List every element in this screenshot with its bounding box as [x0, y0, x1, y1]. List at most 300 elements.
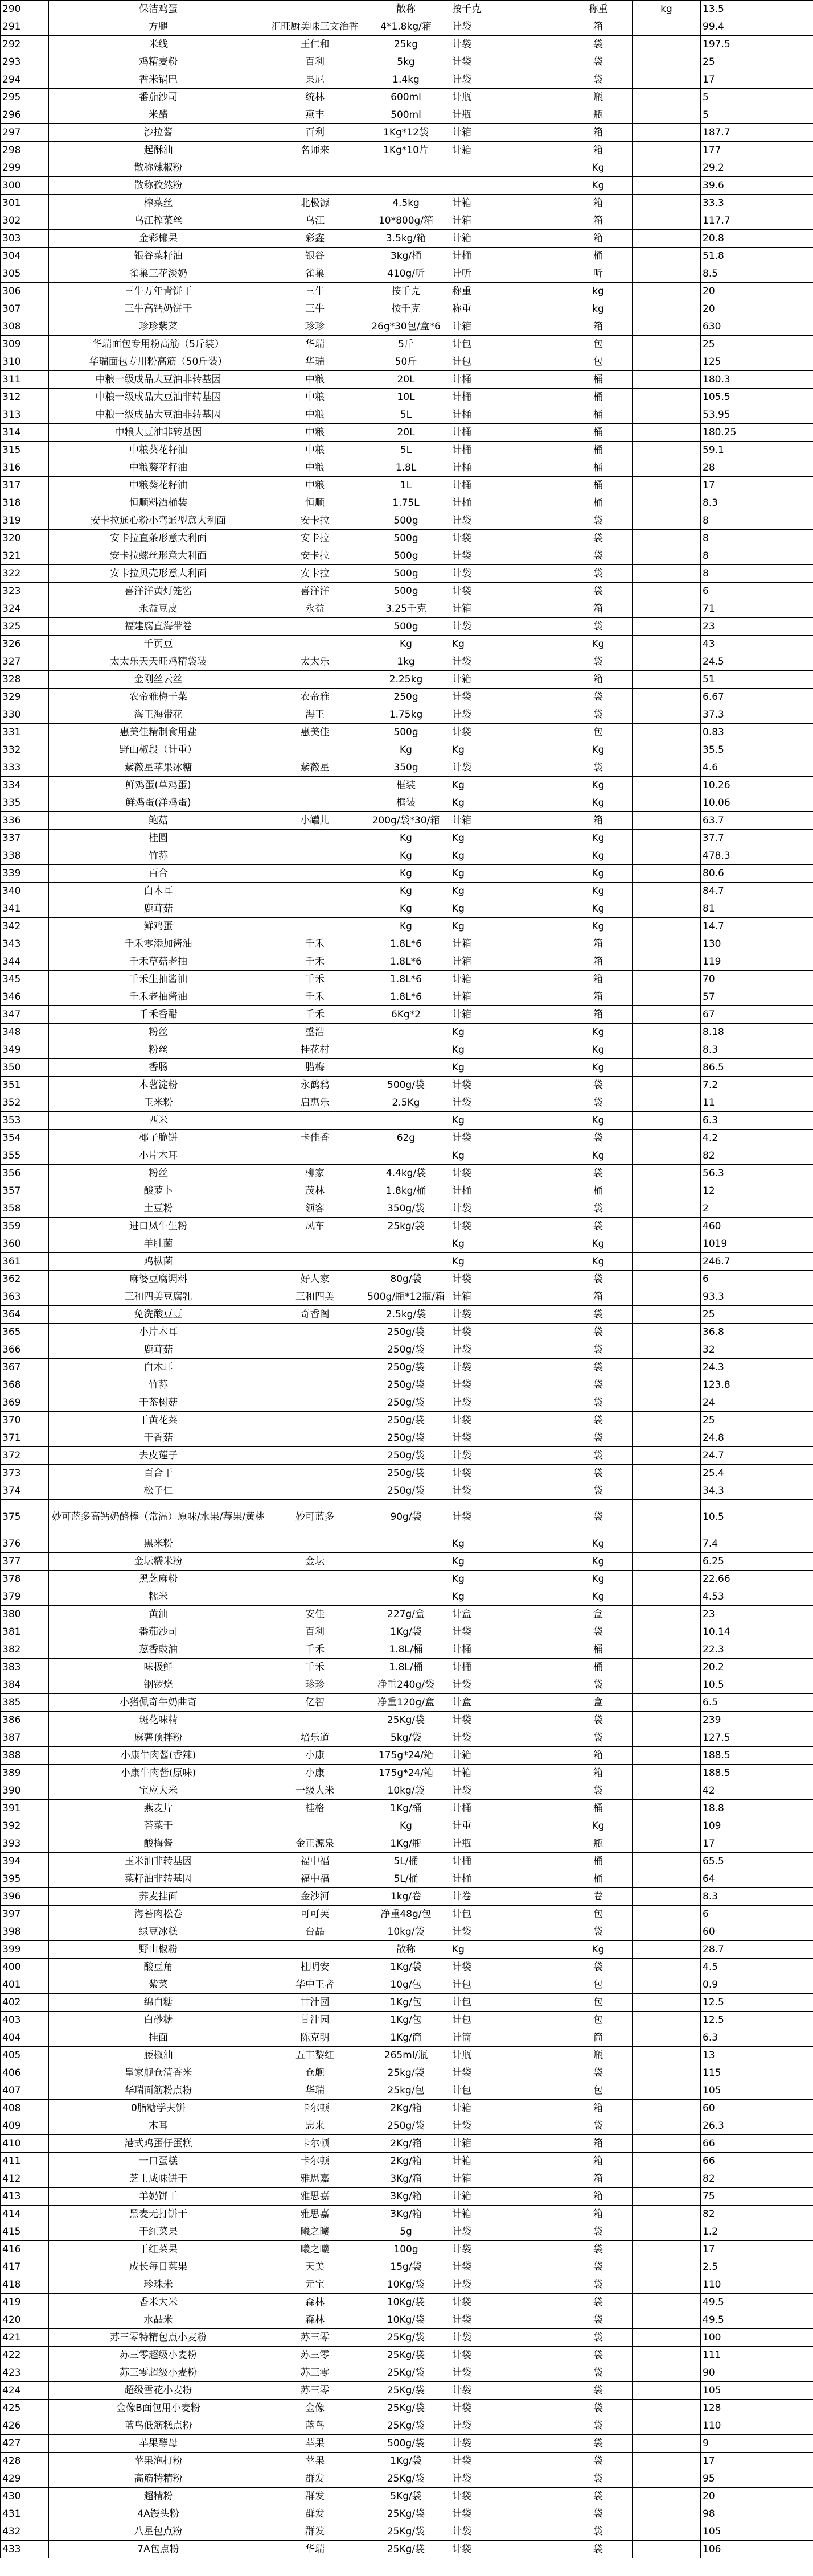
- brand-cell: 中粮: [268, 442, 362, 459]
- pricing-method-cell: Kg: [450, 794, 564, 812]
- spec-cell: 净重120g/盒: [362, 1694, 450, 1712]
- brand-cell: [268, 1341, 362, 1359]
- row-number-cell: 367: [1, 1359, 49, 1376]
- pricing-method-cell: 计包: [450, 353, 564, 371]
- unit-alt-cell: [633, 195, 701, 212]
- pricing-method-cell: 计袋: [450, 1376, 564, 1394]
- spec-cell: 62g: [362, 1130, 450, 1147]
- product-name-cell: 西米: [49, 1112, 268, 1130]
- table-row: [1, 2294, 813, 2311]
- unit-alt-cell: [633, 1271, 701, 1288]
- unit-alt-cell: [633, 2364, 701, 2382]
- product-name-cell: 小片木耳: [49, 1324, 268, 1341]
- product-name-cell: 苏三零超级小麦粉: [49, 2347, 268, 2364]
- price-cell: 8.18: [701, 1024, 813, 1041]
- product-name-cell: 酸萝卜: [49, 1182, 268, 1200]
- brand-cell: [268, 830, 362, 847]
- row-number-cell: 371: [1, 1429, 49, 1447]
- unit-cell: 箱: [564, 318, 633, 336]
- spec-cell: 5L: [362, 442, 450, 459]
- table-row: [1, 71, 813, 89]
- row-number-cell: 321: [1, 547, 49, 565]
- product-name-cell: 桂圆: [49, 830, 268, 847]
- unit-cell: 箱: [564, 812, 633, 830]
- unit-alt-cell: [633, 1182, 701, 1200]
- product-name-cell: 7A包点粉: [49, 2541, 268, 2558]
- unit-cell: Kg: [564, 741, 633, 759]
- unit-alt-cell: [633, 1800, 701, 1817]
- price-cell: 8.3: [701, 1888, 813, 1906]
- spec-cell: 50斤: [362, 353, 450, 371]
- unit-cell: 包: [564, 2082, 633, 2100]
- table-row: [1, 1341, 813, 1359]
- brand-cell: 中粮: [268, 459, 362, 477]
- price-cell: 10.5: [701, 1500, 813, 1535]
- spec-cell: 1.8L/桶: [362, 1641, 450, 1659]
- spec-cell: 按千克: [362, 283, 450, 300]
- brand-cell: 雅思嘉: [268, 2188, 362, 2206]
- row-number-cell: 419: [1, 2294, 49, 2311]
- pricing-method-cell: 计箱: [450, 142, 564, 159]
- product-name-cell: 鲜鸡蛋(草鸡蛋): [49, 777, 268, 794]
- brand-cell: 华瑞: [268, 2541, 362, 2558]
- unit-cell: 包: [564, 1906, 633, 1923]
- price-cell: 64: [701, 1870, 813, 1888]
- unit-cell: 桶: [564, 1870, 633, 1888]
- price-cell: 6: [701, 1906, 813, 1923]
- unit-cell: Kg: [564, 1941, 633, 1959]
- pricing-method-cell: 计袋: [450, 1729, 564, 1747]
- unit-alt-cell: [633, 988, 701, 1006]
- product-name-cell: 妙可蓝多高钙奶酪棒（常温）原味/水果/莓果/黄桃: [49, 1500, 268, 1535]
- pricing-method-cell: 计袋: [450, 1359, 564, 1376]
- unit-alt-cell: [633, 741, 701, 759]
- price-cell: 37.3: [701, 706, 813, 724]
- row-number-cell: 363: [1, 1288, 49, 1306]
- spec-cell: [362, 1253, 450, 1271]
- row-number-cell: 413: [1, 2188, 49, 2206]
- price-cell: 49.5: [701, 2311, 813, 2329]
- unit-alt-cell: [633, 2505, 701, 2523]
- brand-cell: 太太乐: [268, 653, 362, 671]
- price-cell: 17: [701, 2241, 813, 2258]
- unit-cell: Kg: [564, 883, 633, 900]
- spec-cell: 1.8kg/桶: [362, 1182, 450, 1200]
- row-number-cell: 430: [1, 2488, 49, 2505]
- price-cell: 57: [701, 988, 813, 1006]
- spec-cell: Kg: [362, 741, 450, 759]
- brand-cell: [268, 159, 362, 177]
- price-cell: 119: [701, 953, 813, 971]
- unit-cell: 袋: [564, 2329, 633, 2347]
- product-name-cell: 珍珍紫菜: [49, 318, 268, 336]
- price-cell: 71: [701, 600, 813, 618]
- pricing-method-cell: 计袋: [450, 2400, 564, 2417]
- spec-cell: [362, 1059, 450, 1077]
- table-row: [1, 2276, 813, 2294]
- brand-cell: 千禾: [268, 1641, 362, 1659]
- product-name-cell: 黑麦无打饼干: [49, 2206, 268, 2223]
- row-number-cell: 387: [1, 1729, 49, 1747]
- pricing-method-cell: 计袋: [450, 1271, 564, 1288]
- row-number-cell: 392: [1, 1817, 49, 1835]
- unit-alt-cell: [633, 565, 701, 583]
- unit-cell: 袋: [564, 1482, 633, 1500]
- brand-cell: 千禾: [268, 971, 362, 988]
- spec-cell: 框装: [362, 794, 450, 812]
- product-name-cell: 野山椒粉: [49, 1941, 268, 1959]
- brand-cell: 百利: [268, 53, 362, 71]
- table-row: [1, 1112, 813, 1130]
- unit-alt-cell: [633, 106, 701, 124]
- price-cell: 10.14: [701, 1623, 813, 1641]
- row-number-cell: 348: [1, 1024, 49, 1041]
- spec-cell: 4*1.8kg/箱: [362, 18, 450, 36]
- unit-alt-cell: [633, 2488, 701, 2505]
- pricing-method-cell: 计袋: [450, 2241, 564, 2258]
- brand-cell: 凤车: [268, 1218, 362, 1235]
- unit-alt-cell: [633, 1112, 701, 1130]
- table-row: [1, 1870, 813, 1888]
- row-number-cell: 333: [1, 759, 49, 777]
- unit-cell: 包: [564, 2012, 633, 2029]
- unit-cell: 包: [564, 1994, 633, 2012]
- row-number-cell: 327: [1, 653, 49, 671]
- row-number-cell: 403: [1, 2012, 49, 2029]
- brand-cell: [268, 1394, 362, 1412]
- pricing-method-cell: 计袋: [450, 759, 564, 777]
- product-name-cell: 保洁鸡蛋: [49, 1, 268, 18]
- row-number-cell: 373: [1, 1465, 49, 1482]
- price-cell: 11: [701, 1094, 813, 1112]
- pricing-method-cell: 计袋: [450, 2541, 564, 2558]
- row-number-cell: 428: [1, 2453, 49, 2470]
- unit-alt-cell: [633, 18, 701, 36]
- spec-cell: 25Kg/袋: [362, 2505, 450, 2523]
- price-cell: 4.53: [701, 1588, 813, 1606]
- pricing-method-cell: Kg: [450, 1147, 564, 1165]
- table-row: [1, 512, 813, 530]
- unit-cell: 袋: [564, 2258, 633, 2276]
- brand-cell: 三牛: [268, 300, 362, 318]
- product-name-cell: 味极鲜: [49, 1659, 268, 1676]
- row-number-cell: 425: [1, 2400, 49, 2417]
- pricing-method-cell: Kg: [450, 636, 564, 653]
- spec-cell: 250g/袋: [362, 1465, 450, 1482]
- pricing-method-cell: 计箱: [450, 971, 564, 988]
- pricing-method-cell: Kg: [450, 1571, 564, 1588]
- unit-alt-cell: [633, 2047, 701, 2064]
- brand-cell: 三牛: [268, 283, 362, 300]
- table-body: [1, 1, 813, 2558]
- table-row: [1, 1606, 813, 1623]
- unit-alt-cell: [633, 1623, 701, 1641]
- spec-cell: 5L: [362, 406, 450, 424]
- brand-cell: 安佳: [268, 1606, 362, 1623]
- unit-cell: Kg: [564, 1571, 633, 1588]
- price-cell: 8: [701, 512, 813, 530]
- unit-cell: 袋: [564, 1959, 633, 1976]
- product-name-cell: 恒顺料酒桶装: [49, 494, 268, 512]
- brand-cell: 千禾: [268, 935, 362, 953]
- product-name-cell: 安卡拉通心粉小弯通型意大利面: [49, 512, 268, 530]
- row-number-cell: 304: [1, 248, 49, 265]
- unit-alt-cell: [633, 971, 701, 988]
- brand-cell: 台晶: [268, 1923, 362, 1941]
- product-name-cell: 千禾零添加酱油: [49, 935, 268, 953]
- price-cell: 111: [701, 2347, 813, 2364]
- row-number-cell: 306: [1, 283, 49, 300]
- product-name-cell: 鹿茸菇: [49, 900, 268, 918]
- table-row: [1, 689, 813, 706]
- brand-cell: 华瑞: [268, 336, 362, 353]
- table-row: [1, 777, 813, 794]
- price-cell: 4.5: [701, 1959, 813, 1976]
- pricing-method-cell: Kg: [450, 1112, 564, 1130]
- product-name-cell: 香肠: [49, 1059, 268, 1077]
- brand-cell: 妙可蓝多: [268, 1500, 362, 1535]
- unit-alt-cell: [633, 371, 701, 389]
- unit-alt-cell: [633, 2417, 701, 2435]
- pricing-method-cell: 计瓶: [450, 1835, 564, 1853]
- brand-cell: 珍珍: [268, 1676, 362, 1694]
- unit-cell: 箱: [564, 142, 633, 159]
- table-row: [1, 195, 813, 212]
- pricing-method-cell: 计箱: [450, 2188, 564, 2206]
- pricing-method-cell: 计桶: [450, 494, 564, 512]
- unit-alt-cell: [633, 424, 701, 442]
- unit-alt-cell: [633, 618, 701, 636]
- brand-cell: 华中王者: [268, 1976, 362, 1994]
- table-row: [1, 741, 813, 759]
- table-row: [1, 1853, 813, 1870]
- pricing-method-cell: 计袋: [450, 1306, 564, 1324]
- price-cell: 4.2: [701, 1130, 813, 1147]
- brand-cell: 永益: [268, 600, 362, 618]
- brand-cell: 果尼: [268, 71, 362, 89]
- brand-cell: 仓舰: [268, 2064, 362, 2082]
- table-row: [1, 1623, 813, 1641]
- spec-cell: 25kg/袋: [362, 1218, 450, 1235]
- unit-cell: 箱: [564, 2188, 633, 2206]
- product-name-cell: 榨菜丝: [49, 195, 268, 212]
- price-cell: 43: [701, 636, 813, 653]
- price-cell: 25: [701, 53, 813, 71]
- unit-cell: Kg: [564, 847, 633, 865]
- unit-cell: 袋: [564, 1429, 633, 1447]
- price-cell: 2.5: [701, 2258, 813, 2276]
- unit-alt-cell: [633, 1571, 701, 1588]
- product-name-cell: 苏三零特精包点小麦粉: [49, 2329, 268, 2347]
- unit-alt-cell: [633, 724, 701, 741]
- unit-alt-cell: [633, 1817, 701, 1835]
- unit-cell: 桶: [564, 1182, 633, 1200]
- row-number-cell: 407: [1, 2082, 49, 2100]
- pricing-method-cell: 计桶: [450, 406, 564, 424]
- spec-cell: 1.75kg: [362, 706, 450, 724]
- unit-cell: 袋: [564, 1712, 633, 1729]
- product-name-cell: 木耳: [49, 2117, 268, 2135]
- pricing-method-cell: 计包: [450, 2012, 564, 2029]
- unit-cell: 袋: [564, 1623, 633, 1641]
- row-number-cell: 404: [1, 2029, 49, 2047]
- table-row: [1, 1130, 813, 1147]
- table-row: [1, 336, 813, 353]
- unit-alt-cell: [633, 2100, 701, 2117]
- pricing-method-cell: 计箱: [450, 671, 564, 689]
- row-number-cell: 362: [1, 1271, 49, 1288]
- product-name-cell: 黑米粉: [49, 1535, 268, 1553]
- price-cell: 80.6: [701, 865, 813, 883]
- unit-alt-cell: [633, 406, 701, 424]
- product-name-cell: 散称辣椒粉: [49, 159, 268, 177]
- unit-cell: 箱: [564, 2206, 633, 2223]
- brand-cell: [268, 1535, 362, 1553]
- pricing-method-cell: 计桶: [450, 1870, 564, 1888]
- unit-alt-cell: [633, 1376, 701, 1394]
- unit-cell: 袋: [564, 2435, 633, 2453]
- row-number-cell: 359: [1, 1218, 49, 1235]
- unit-cell: 箱: [564, 230, 633, 248]
- spec-cell: 250g: [362, 689, 450, 706]
- row-number-cell: 312: [1, 389, 49, 406]
- unit-alt-cell: [633, 865, 701, 883]
- price-cell: 39.6: [701, 177, 813, 195]
- table-row: [1, 935, 813, 953]
- unit-cell: 筒: [564, 2029, 633, 2047]
- table-row: [1, 2417, 813, 2435]
- spec-cell: Kg: [362, 830, 450, 847]
- spec-cell: 4.5kg: [362, 195, 450, 212]
- unit-cell: 袋: [564, 2364, 633, 2382]
- price-cell: 105: [701, 2382, 813, 2400]
- row-number-cell: 389: [1, 1765, 49, 1782]
- price-cell: 180.3: [701, 371, 813, 389]
- row-number-cell: 361: [1, 1253, 49, 1271]
- spec-cell: 1.75L: [362, 494, 450, 512]
- unit-alt-cell: [633, 477, 701, 494]
- product-name-cell: 番茄沙司: [49, 89, 268, 106]
- product-name-cell: 米线: [49, 36, 268, 53]
- unit-alt-cell: [633, 442, 701, 459]
- row-number-cell: 380: [1, 1606, 49, 1623]
- unit-alt-cell: [633, 265, 701, 283]
- product-name-cell: 中粮葵花籽油: [49, 477, 268, 494]
- price-cell: 51: [701, 671, 813, 689]
- product-name-cell: 番茄沙司: [49, 1623, 268, 1641]
- row-number-cell: 329: [1, 689, 49, 706]
- product-name-cell: 白木耳: [49, 1359, 268, 1376]
- product-name-cell: 斑花味精: [49, 1712, 268, 1729]
- brand-cell: [268, 636, 362, 653]
- unit-alt-cell: [633, 1165, 701, 1182]
- price-cell: 28.7: [701, 1941, 813, 1959]
- pricing-method-cell: 计包: [450, 1994, 564, 2012]
- pricing-method-cell: Kg: [450, 777, 564, 794]
- spec-cell: 2.5kg/袋: [362, 1306, 450, 1324]
- unit-alt-cell: [633, 1729, 701, 1747]
- unit-cell: 袋: [564, 53, 633, 71]
- price-cell: 60: [701, 2100, 813, 2117]
- table-row: [1, 1077, 813, 1094]
- unit-cell: 箱: [564, 124, 633, 142]
- spec-cell: 500g: [362, 530, 450, 547]
- unit-cell: 称重: [564, 1, 633, 18]
- unit-cell: 袋: [564, 2064, 633, 2082]
- row-number-cell: 418: [1, 2276, 49, 2294]
- product-name-cell: 三牛万年青饼干: [49, 283, 268, 300]
- spec-cell: Kg: [362, 1817, 450, 1835]
- brand-cell: 小康: [268, 1747, 362, 1765]
- unit-cell: 袋: [564, 1447, 633, 1465]
- product-name-cell: 金彩椰果: [49, 230, 268, 248]
- unit-cell: Kg: [564, 1588, 633, 1606]
- table-row: [1, 1765, 813, 1782]
- unit-cell: Kg: [564, 1253, 633, 1271]
- table-row: [1, 2188, 813, 2206]
- brand-cell: 华瑞: [268, 353, 362, 371]
- product-name-cell: 海王海带花: [49, 706, 268, 724]
- price-cell: 82: [701, 2170, 813, 2188]
- row-number-cell: 384: [1, 1676, 49, 1694]
- unit-alt-cell: [633, 142, 701, 159]
- brand-cell: 苏三零: [268, 2347, 362, 2364]
- table-row: [1, 600, 813, 618]
- spec-cell: 500ml: [362, 106, 450, 124]
- row-number-cell: 355: [1, 1147, 49, 1165]
- product-name-cell: 华瑞面包专用粉高筋（5斤装）: [49, 336, 268, 353]
- product-name-cell: 麻薯预拌粉: [49, 1729, 268, 1747]
- unit-cell: 箱: [564, 2100, 633, 2117]
- row-number-cell: 421: [1, 2329, 49, 2347]
- pricing-method-cell: 计袋: [450, 530, 564, 547]
- unit-cell: Kg: [564, 900, 633, 918]
- spec-cell: 1Kg/瓶: [362, 1835, 450, 1853]
- table-row: [1, 1941, 813, 1959]
- row-number-cell: 342: [1, 918, 49, 935]
- price-cell: 14.7: [701, 918, 813, 935]
- product-name-cell: 香米锅巴: [49, 71, 268, 89]
- unit-alt-cell: [633, 1835, 701, 1853]
- unit-alt-cell: [633, 2135, 701, 2153]
- unit-cell: 袋: [564, 1500, 633, 1535]
- row-number-cell: 408: [1, 2100, 49, 2117]
- spec-cell: 3Kg/箱: [362, 2206, 450, 2223]
- table-row: [1, 671, 813, 689]
- product-name-cell: 土豆粉: [49, 1200, 268, 1218]
- table-row: [1, 1500, 813, 1535]
- unit-cell: 袋: [564, 2223, 633, 2241]
- product-name-cell: 苹果泡打粉: [49, 2453, 268, 2470]
- product-name-cell: 金坛糯米粉: [49, 1553, 268, 1571]
- product-name-cell: 乌江榨菜丝: [49, 212, 268, 230]
- price-cell: 105: [701, 2082, 813, 2100]
- row-number-cell: 432: [1, 2523, 49, 2541]
- row-number-cell: 383: [1, 1659, 49, 1676]
- pricing-method-cell: 称重: [450, 283, 564, 300]
- pricing-method-cell: 计袋: [450, 1130, 564, 1147]
- pricing-method-cell: 计瓶: [450, 2047, 564, 2064]
- price-cell: 188.5: [701, 1747, 813, 1765]
- price-cell: 17: [701, 2453, 813, 2470]
- price-cell: 20.8: [701, 230, 813, 248]
- price-cell: 460: [701, 1218, 813, 1235]
- table-row: [1, 759, 813, 777]
- row-number-cell: 358: [1, 1200, 49, 1218]
- brand-cell: [268, 1253, 362, 1271]
- spec-cell: 410g/听: [362, 265, 450, 283]
- table-row: [1, 653, 813, 671]
